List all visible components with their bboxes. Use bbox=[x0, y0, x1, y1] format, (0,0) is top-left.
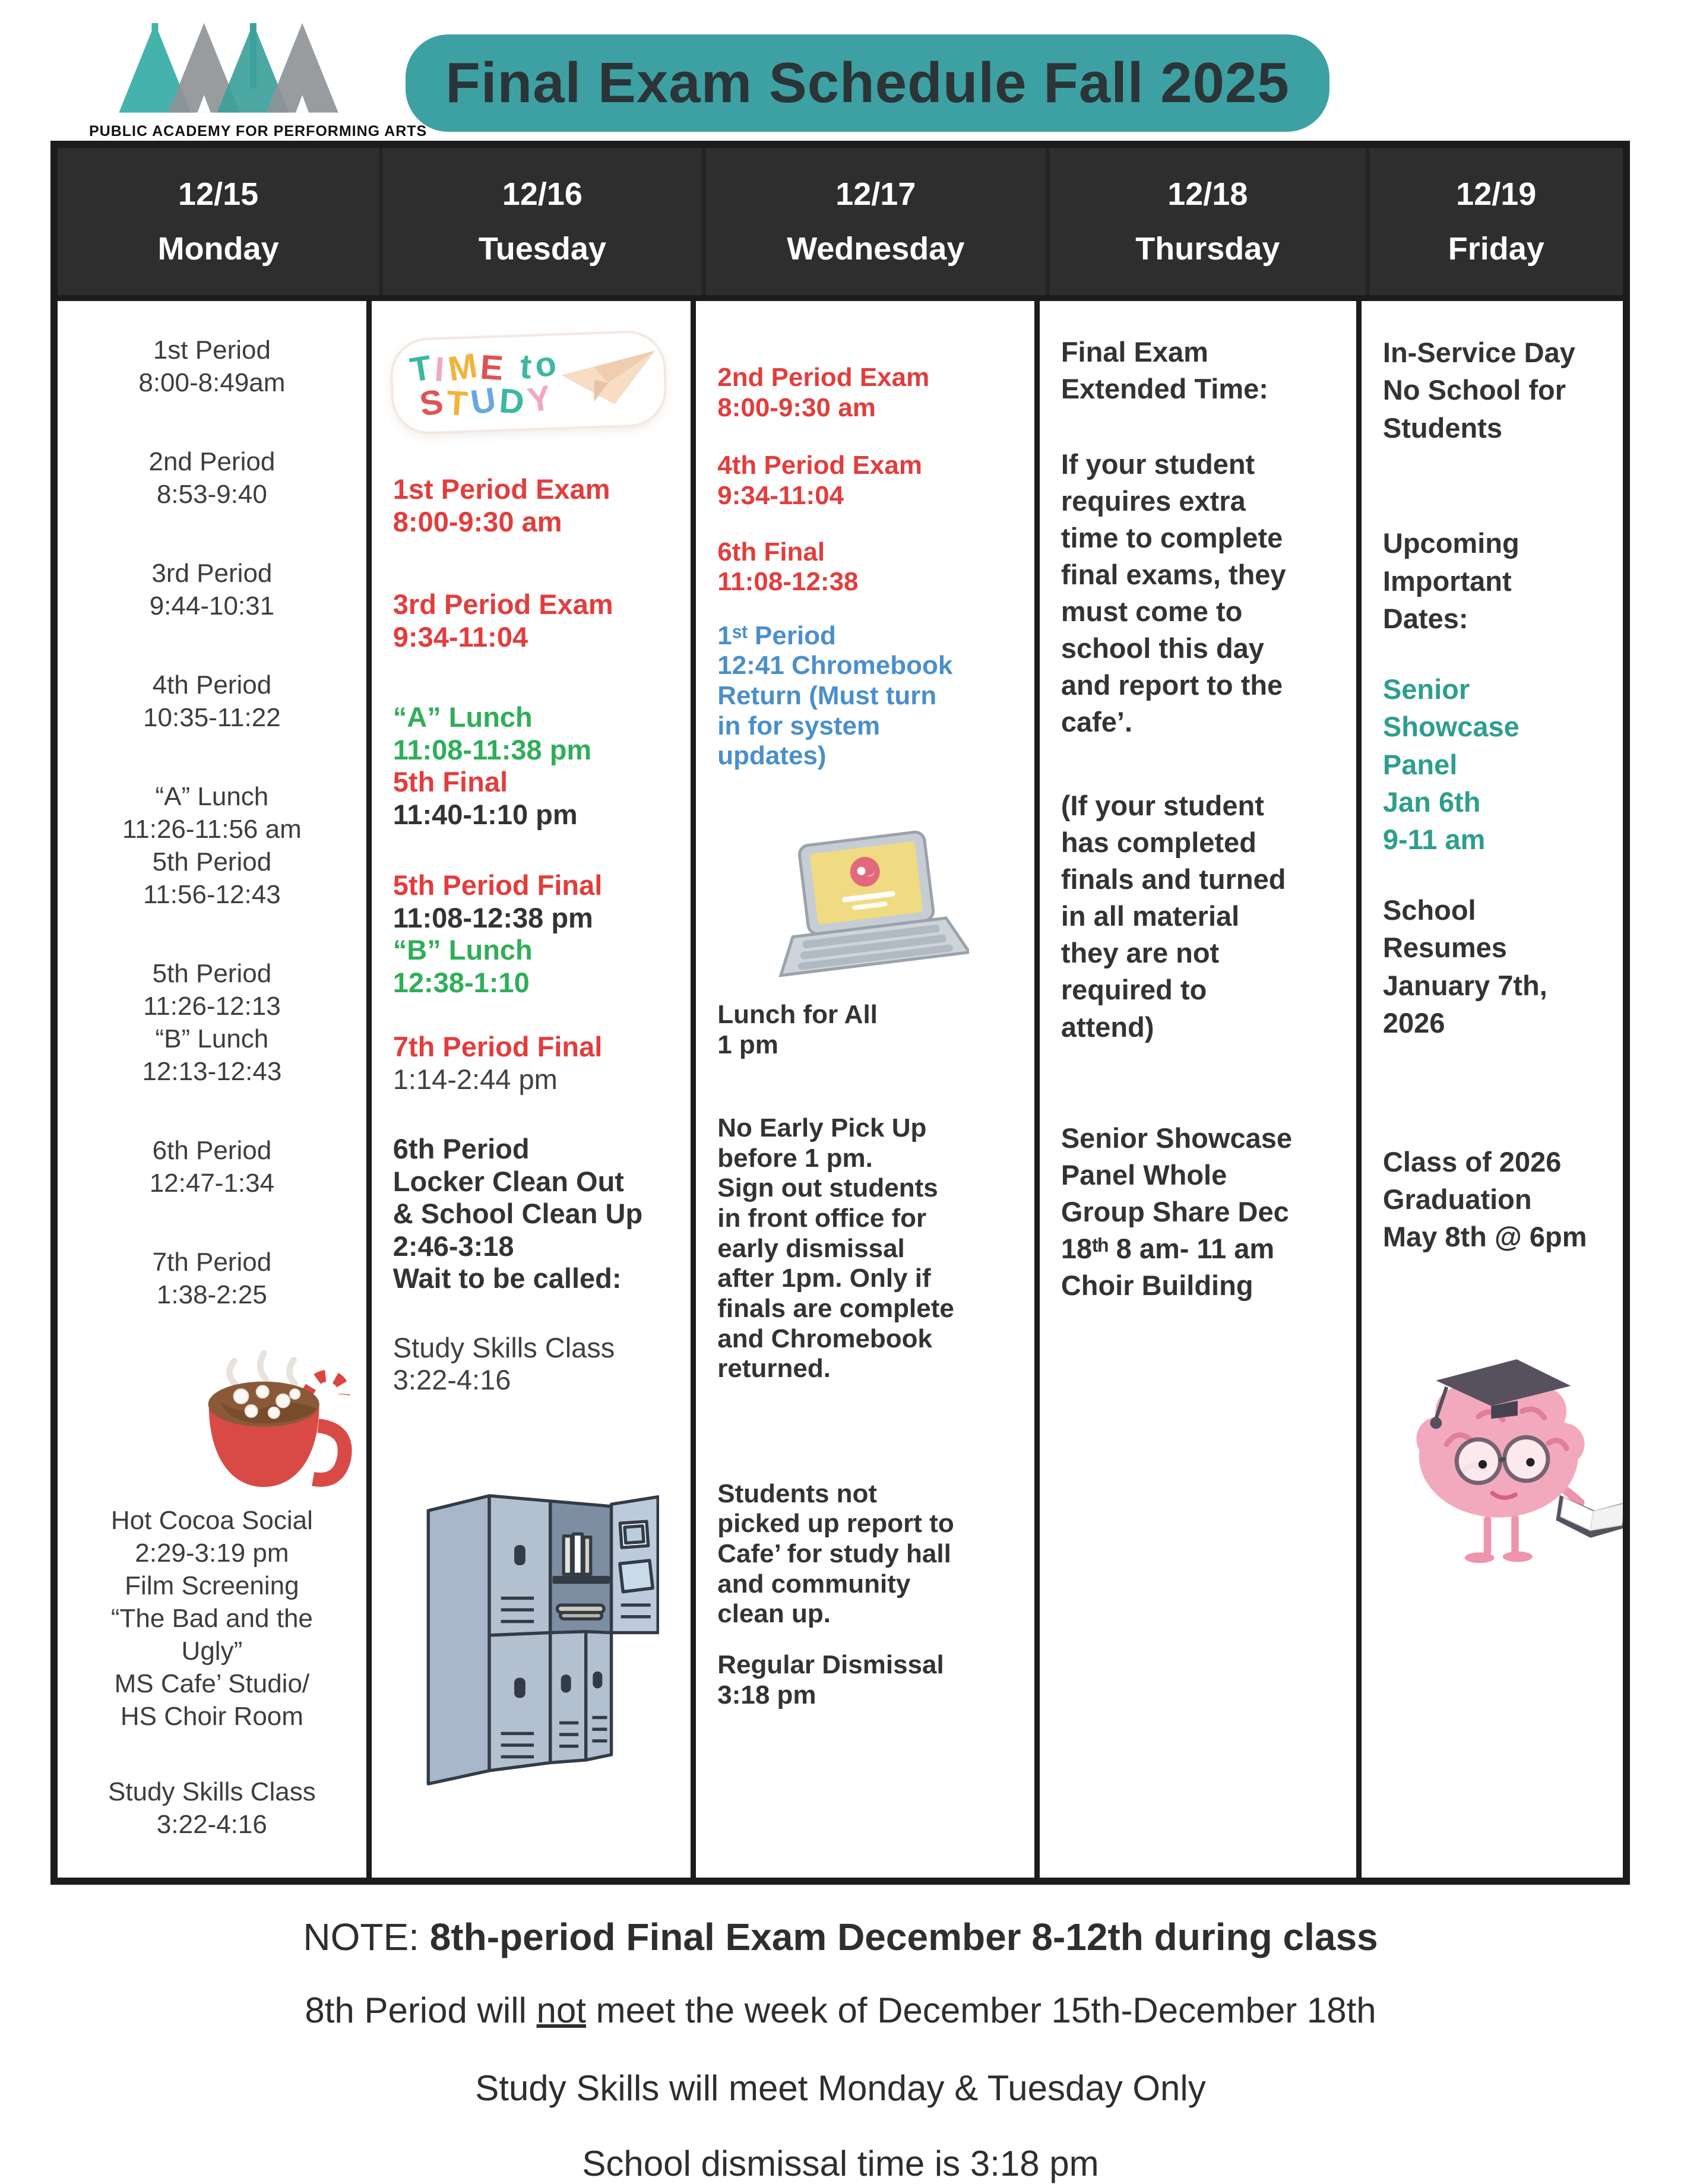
schedule-table bbox=[50, 141, 1630, 1885]
schedule-line: Important bbox=[1382, 565, 1512, 597]
column-header-wednesday bbox=[706, 148, 1050, 295]
sticker-letter: Y bbox=[524, 378, 558, 420]
schedule-line: 6th Final bbox=[717, 537, 825, 566]
brain-graduate-icon bbox=[1383, 1327, 1623, 1582]
schedule-line: 3rd Period Exam bbox=[392, 588, 613, 621]
page-header bbox=[0, 0, 1681, 141]
schedule-line: No Early Pick Up bbox=[717, 1113, 927, 1143]
schedule-line: School bbox=[1382, 894, 1476, 926]
schedule-block bbox=[69, 1775, 354, 1841]
schedule-line: Students bbox=[1382, 412, 1502, 444]
schedule-block bbox=[393, 869, 675, 999]
schedule-line: Upcoming bbox=[1382, 527, 1519, 559]
schedule-line: 7th Period bbox=[152, 1248, 272, 1277]
column-header-monday bbox=[58, 148, 383, 295]
header-date: 12/15 bbox=[178, 176, 259, 212]
schedule-line: HS Choir Room bbox=[120, 1702, 303, 1731]
schedule-line: Panel bbox=[1382, 748, 1458, 780]
schedule-line: Resumes bbox=[1382, 932, 1507, 964]
schedule-line: requires extra bbox=[1060, 485, 1246, 517]
schedule-block bbox=[69, 1246, 354, 1311]
schedule-line: 9:34-11:04 bbox=[392, 621, 528, 653]
schedule-line: Hot Cocoa Social bbox=[110, 1506, 313, 1535]
column-monday bbox=[58, 301, 372, 1878]
schedule-line: Sign out students bbox=[717, 1173, 938, 1203]
schedule-line: final exams, they bbox=[1060, 559, 1286, 591]
schedule-line: “The Bad and the bbox=[110, 1604, 313, 1633]
schedule-block bbox=[69, 334, 354, 399]
schedule-line: 6th Period bbox=[392, 1133, 530, 1165]
schedule-block bbox=[69, 957, 354, 1088]
schedule-line: 5th Period Final bbox=[392, 869, 603, 901]
schedule-line: May 8th @ 6pm bbox=[1382, 1221, 1587, 1253]
schedule-line: 9-11 am bbox=[1382, 824, 1486, 856]
schedule-line: Class of 2026 bbox=[1382, 1145, 1562, 1178]
schedule-line: “B” Lunch bbox=[155, 1024, 269, 1053]
schedule-line: Return (Must turn bbox=[717, 681, 937, 710]
schedule-line: 1:14-2:44 pm bbox=[392, 1063, 558, 1095]
schedule-line: attend) bbox=[1060, 1011, 1154, 1043]
schedule-line: Locker Clean Out bbox=[392, 1165, 624, 1197]
schedule-block bbox=[1383, 670, 1607, 859]
illustration-brain-graduate bbox=[1383, 1327, 1607, 1582]
table-body-row bbox=[58, 301, 1623, 1878]
schedule-line: 8:00-9:30 am bbox=[392, 505, 562, 537]
schedule-line: 11:26-12:13 bbox=[143, 992, 281, 1021]
note-line-3: Study Skills will meet Monday & Tuesday Only bbox=[475, 2068, 1206, 2108]
schedule-line: Final Exam bbox=[1060, 336, 1208, 368]
schedule-line: 9:44-10:31 bbox=[149, 591, 275, 621]
sticker-letter: E bbox=[479, 347, 508, 388]
schedule-line: “A” Lunch bbox=[392, 701, 533, 733]
column-header-thursday bbox=[1050, 148, 1369, 295]
schedule-line: they are not bbox=[1060, 937, 1220, 969]
schedule-line: 8:00-8:49am bbox=[138, 368, 286, 397]
sticker-letter: T bbox=[445, 383, 473, 424]
schedule-line: 12:38-1:10 bbox=[392, 966, 530, 998]
schedule-block bbox=[1383, 891, 1607, 1042]
schedule-block bbox=[1383, 524, 1607, 637]
schedule-line: 5th Final bbox=[392, 766, 508, 798]
schedule-line: Showcase bbox=[1382, 711, 1519, 743]
schedule-line: 12:41 Chromebook bbox=[717, 651, 953, 680]
schedule-line: January 7th, bbox=[1382, 969, 1547, 1001]
schedule-block bbox=[393, 588, 675, 653]
schedule-block bbox=[69, 1504, 354, 1733]
column-wednesday bbox=[696, 301, 1040, 1878]
schedule-block bbox=[393, 1332, 675, 1397]
schedule-line: returned. bbox=[717, 1354, 831, 1384]
schedule-line: “A” Lunch bbox=[155, 782, 269, 811]
column-friday bbox=[1362, 301, 1623, 1878]
schedule-block bbox=[717, 537, 1019, 597]
sticker-letter: o bbox=[531, 343, 562, 385]
schedule-line: 11:56-12:43 bbox=[143, 880, 281, 909]
schedule-line: in for system bbox=[717, 711, 881, 740]
schedule-line: and Chromebook bbox=[717, 1324, 933, 1353]
sticker-letter: S bbox=[417, 381, 449, 424]
schedule-block bbox=[393, 1031, 675, 1096]
schedule-line: “B” Lunch bbox=[392, 934, 533, 966]
schedule-line: Study Skills Class bbox=[392, 1331, 615, 1363]
schedule-line: 2:29-3:19 pm bbox=[135, 1539, 289, 1568]
schedule-line: Regular Dismissal bbox=[717, 1650, 944, 1679]
schedule-line: (If your student bbox=[1060, 790, 1264, 822]
schedule-line: Lunch for All bbox=[717, 999, 878, 1029]
column-header-friday bbox=[1370, 148, 1623, 295]
sticker-letter: I bbox=[433, 350, 449, 390]
note-line-2 bbox=[0, 1990, 1681, 2031]
schedule-line: 2:46-3:18 bbox=[392, 1230, 514, 1262]
schedule-line: 1st Period Exam bbox=[392, 473, 610, 505]
schedule-line: 11:08-11:38 pm bbox=[392, 733, 592, 765]
schedule-line: Film Screening bbox=[125, 1571, 299, 1600]
schedule-line: 2026 bbox=[1382, 1007, 1445, 1039]
schedule-block bbox=[69, 557, 354, 622]
footer-notes bbox=[0, 1915, 1681, 2184]
illustration-laptop bbox=[717, 822, 1019, 1000]
schedule-line: Dates: bbox=[1382, 603, 1468, 635]
schedule-line: 12:47-1:34 bbox=[149, 1169, 275, 1198]
sticker-text bbox=[407, 343, 562, 424]
schedule-block bbox=[1061, 787, 1341, 1045]
schedule-block bbox=[717, 451, 1019, 511]
schedule-line: Graduation bbox=[1382, 1183, 1532, 1215]
schedule-line: 18ᵗʰ 8 am- 11 am bbox=[1060, 1232, 1275, 1264]
schedule-line: Senior bbox=[1382, 673, 1470, 705]
schedule-line: Extended Time: bbox=[1060, 373, 1268, 405]
schedule-line: 11:40-1:10 pm bbox=[392, 798, 578, 830]
schedule-line: Study Skills Class bbox=[108, 1777, 316, 1806]
schedule-line: 11:08-12:38 bbox=[717, 567, 859, 597]
schedule-block bbox=[1383, 334, 1607, 447]
schedule-line: Group Share Dec bbox=[1060, 1195, 1289, 1227]
schedule-block bbox=[69, 445, 354, 511]
schedule-block bbox=[717, 1650, 1019, 1710]
schedule-line: 11:26-11:56 am bbox=[122, 815, 302, 844]
header-day: Monday bbox=[157, 231, 279, 267]
schedule-line: in front office for bbox=[717, 1204, 927, 1233]
column-header-tuesday bbox=[383, 148, 705, 295]
schedule-block bbox=[69, 780, 354, 911]
schedule-line: clean up. bbox=[717, 1599, 831, 1629]
schedule-line: updates) bbox=[717, 741, 827, 771]
note-line-4: School dismissal time is 3:18 pm bbox=[582, 2144, 1099, 2183]
schedule-block bbox=[717, 1000, 1019, 1060]
header-date: 12/17 bbox=[835, 176, 916, 212]
schedule-line: Wait to be called: bbox=[392, 1262, 622, 1294]
schedule-line: 8:00-9:30 am bbox=[717, 393, 876, 422]
sticker-letter: U bbox=[468, 379, 502, 422]
hot-cocoa-icon bbox=[176, 1340, 354, 1501]
schedule-line: 5th Period bbox=[152, 959, 272, 988]
schedule-line: 1ˢᵗ Period bbox=[717, 621, 836, 650]
note-line-1 bbox=[0, 1915, 1681, 1959]
schedule-block bbox=[717, 621, 1019, 771]
schedule-line: Ugly” bbox=[181, 1637, 243, 1666]
schedule-line: and community bbox=[717, 1569, 911, 1599]
schedule-line: picked up report to bbox=[717, 1509, 954, 1539]
note-prefix: NOTE: bbox=[303, 1916, 430, 1958]
schedule-line: 10:35-11:22 bbox=[143, 703, 281, 732]
schedule-line: early dismissal bbox=[717, 1233, 905, 1263]
schedule-line: In-Service Day bbox=[1382, 337, 1575, 368]
schedule-block bbox=[717, 363, 1019, 423]
schedule-line: 4th Period Exam bbox=[717, 451, 922, 480]
sticker-letter: M bbox=[445, 345, 483, 389]
schedule-line: 1:38-2:25 bbox=[156, 1280, 267, 1309]
table-header-row bbox=[58, 148, 1623, 301]
schedule-line: 5th Period bbox=[152, 847, 272, 876]
note2-underlined: not bbox=[536, 1990, 586, 2030]
papa-logo bbox=[89, 15, 428, 140]
laptop-icon bbox=[767, 822, 969, 1000]
lockers-icon bbox=[410, 1459, 659, 1806]
header-date: 12/19 bbox=[1456, 176, 1537, 212]
header-day: Thursday bbox=[1135, 231, 1280, 267]
schedule-line: 2nd Period Exam bbox=[717, 363, 930, 392]
schedule-line: Choir Building bbox=[1060, 1269, 1253, 1301]
schedule-line: 6th Period bbox=[152, 1136, 272, 1165]
schedule-line: required to bbox=[1060, 974, 1207, 1006]
time-to-study-sticker bbox=[391, 332, 666, 433]
schedule-line: 11:08-12:38 pm bbox=[392, 901, 593, 933]
schedule-line: & School Clean Up bbox=[392, 1198, 643, 1230]
note2-post: meet the week of December 15th-December 18th bbox=[585, 1990, 1376, 2030]
schedule-line: before 1 pm. bbox=[717, 1143, 873, 1173]
sticker-letter: D bbox=[498, 381, 529, 422]
schedule-block bbox=[69, 669, 354, 734]
header-day: Wednesday bbox=[787, 231, 965, 267]
schedule-line: 1 pm bbox=[717, 1030, 778, 1059]
illustration-lockers bbox=[393, 1459, 675, 1806]
schedule-line: MS Cafe’ Studio/ bbox=[114, 1669, 310, 1698]
schedule-line: finals and turned bbox=[1060, 863, 1286, 895]
schedule-line: Senior Showcase bbox=[1060, 1122, 1293, 1154]
logo-caption: PUBLIC ACADEMY FOR PERFORMING ARTS bbox=[89, 123, 428, 140]
schedule-block bbox=[1061, 1120, 1341, 1304]
schedule-block bbox=[393, 473, 675, 538]
schedule-block bbox=[717, 1113, 1019, 1384]
schedule-line: school this day bbox=[1060, 632, 1264, 664]
schedule-block bbox=[393, 701, 675, 831]
illustration-study-sticker bbox=[393, 337, 675, 428]
schedule-line: Students not bbox=[717, 1479, 878, 1508]
schedule-line: finals are complete bbox=[717, 1293, 954, 1323]
schedule-line: must come to bbox=[1060, 596, 1243, 628]
illustration-hot-cocoa bbox=[69, 1340, 354, 1501]
schedule-line: and report to the bbox=[1060, 669, 1283, 701]
column-thursday bbox=[1040, 301, 1362, 1878]
schedule-line: Cafe’ for study hall bbox=[717, 1539, 951, 1568]
schedule-line: 3rd Period bbox=[151, 559, 273, 588]
header-date: 12/16 bbox=[502, 176, 583, 212]
schedule-line: has completed bbox=[1060, 827, 1256, 859]
schedule-line: after 1pm. Only if bbox=[717, 1264, 931, 1293]
schedule-line: 3:22-4:16 bbox=[392, 1364, 511, 1396]
title-pill bbox=[406, 34, 1329, 132]
column-tuesday bbox=[372, 301, 696, 1878]
schedule-line: cafe’. bbox=[1060, 706, 1132, 738]
schedule-line: 2nd Period bbox=[148, 447, 276, 476]
header-day: Friday bbox=[1448, 231, 1544, 267]
sticker-letter: t bbox=[518, 347, 536, 387]
sticker-letter: T bbox=[407, 347, 438, 390]
page-title: Final Exam Schedule Fall 2025 bbox=[445, 51, 1290, 115]
schedule-line: 3:18 pm bbox=[717, 1680, 816, 1710]
schedule-block bbox=[1383, 1143, 1607, 1256]
schedule-block bbox=[1061, 446, 1341, 740]
schedule-block bbox=[717, 1479, 1019, 1629]
schedule-line: 3:22-4:16 bbox=[156, 1810, 267, 1839]
header-date: 12/18 bbox=[1167, 176, 1248, 212]
schedule-line: No School for bbox=[1382, 374, 1566, 406]
schedule-line: 4th Period bbox=[152, 670, 272, 699]
schedule-block bbox=[69, 1134, 354, 1199]
schedule-line: Jan 6th bbox=[1382, 786, 1481, 818]
note-bold: 8th-period Final Exam December 8-12th during class bbox=[429, 1916, 1378, 1958]
schedule-line: in all material bbox=[1060, 900, 1240, 932]
schedule-line: If your student bbox=[1060, 448, 1255, 480]
papa-logo-icon bbox=[89, 15, 368, 116]
schedule-block bbox=[1061, 334, 1341, 407]
schedule-block bbox=[393, 1133, 675, 1295]
schedule-line: 9:34-11:04 bbox=[717, 480, 844, 510]
paper-airplane-icon bbox=[559, 343, 659, 416]
schedule-line: time to complete bbox=[1060, 522, 1283, 554]
schedule-line: Panel Whole bbox=[1060, 1159, 1227, 1191]
schedule-line: 12:13-12:43 bbox=[142, 1057, 282, 1086]
header-day: Tuesday bbox=[478, 231, 606, 267]
schedule-line: 7th Period Final bbox=[392, 1031, 603, 1063]
note2-pre: 8th Period will bbox=[305, 1990, 537, 2030]
schedule-line: 1st Period bbox=[153, 335, 271, 365]
schedule-line: 8:53-9:40 bbox=[156, 480, 267, 509]
sticker-line bbox=[411, 378, 561, 424]
